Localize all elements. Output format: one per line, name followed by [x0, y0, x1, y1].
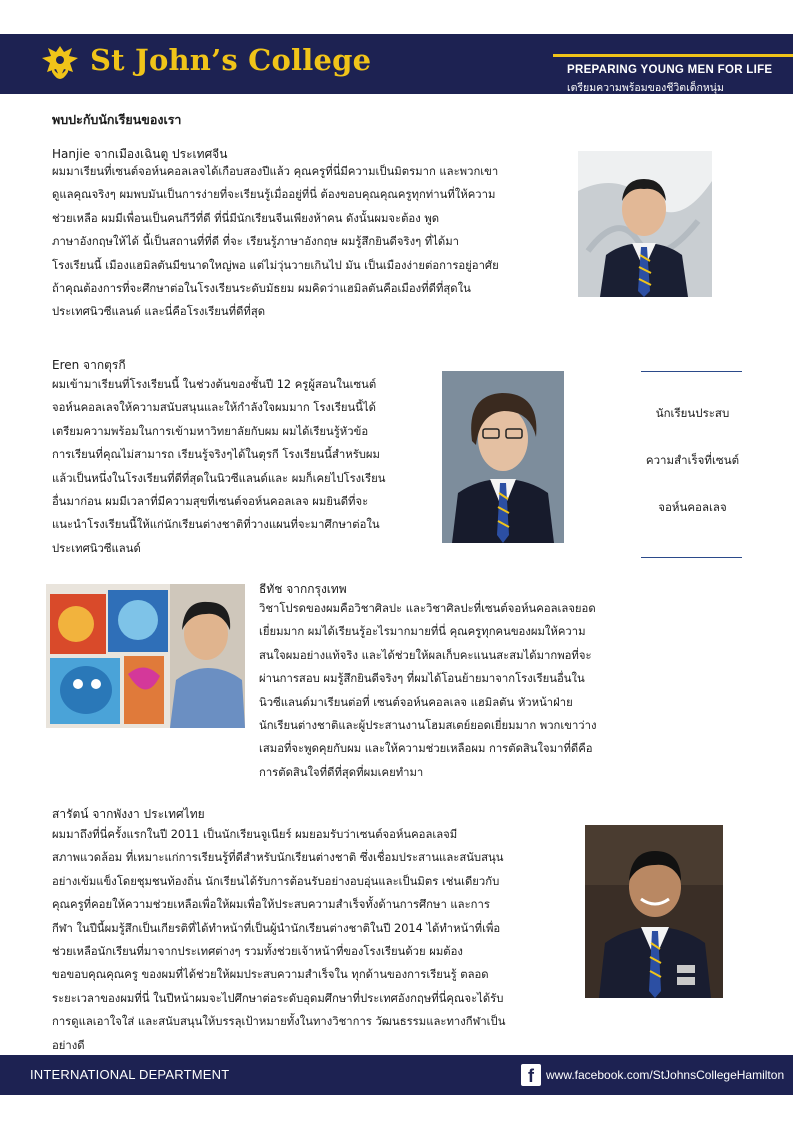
text-line: ผมมาเรียนที่เซนต์จอห์นคอลเลจได้เกือบสองปีแล้ว คุณครูที่นี่มีความเป็นมิตรมาก และพวกเขา: [52, 165, 499, 178]
text-line: แนะนำโรงเรียนนี้ให้แก่นักเรียนต่างชาติที่วางแผนที่จะมาศึกษาต่อใน: [52, 518, 380, 532]
text-line: เสมอที่จะพูดคุยกับผม และให้ความช่วยเหลือผม การตัดสินใจมาที่ดีคือ: [259, 742, 593, 756]
text-line: อื่นมาก่อน ผมมีเวลาที่มีความสุขที่เซนต์จอห์นคอลเลจ ผมยินดีที่จะ: [52, 495, 369, 509]
header-gold-rule: [553, 54, 793, 57]
tagline-english: PREPARING YOUNG MEN FOR LIFE: [567, 64, 773, 76]
text-line: ประเทศนิวซีแลนด์ และนี่คือโรงเรียนที่ดีที่สุด: [52, 305, 266, 319]
text-line: ดูแลคุณจริงๆ ผมพบมันเป็นการง่ายที่จะเรียนรู้เมื่ออยู่ที่นี่ ต้องขอบคุณคุณครูทุกท่านที่ให้ความ: [52, 188, 496, 202]
text-line: ผมมาถึงที่นี่ครั้งแรกในปี 2011 เป็นนักเรียนจูเนียร์ ผมยอมรับว่าเซนต์จอห์นคอลเลจมี: [52, 828, 458, 841]
text-line: กีฬา ในปีนี้ผมรู้สึกเป็นเกียรติที่ได้ทำหน้าที่เป็นผู้นำนักเรียนต่างชาติในปี 2014 ได้ทำหน้าที่เพื่อ: [52, 921, 501, 935]
student-photo-sarat: [585, 825, 723, 998]
facebook-icon[interactable]: f: [521, 1064, 541, 1086]
student-text-theethat: [259, 597, 597, 784]
text-line: ระยะเวลาของผมที่นี่ ในปีหน้าผมจะไปศึกษาต่อระดับอุดมศึกษาที่ประเทศอังกฤษที่นี่คุณจะได้รับ: [52, 991, 504, 1005]
student-text-hanjie: [52, 160, 499, 324]
student-text-sarat: [52, 823, 505, 1057]
sidebar-line: ความสำเร็จที่เซนต์: [645, 453, 740, 467]
text-line: ถ้าคุณต้องการที่จะศึกษาต่อในโรงเรียนระดับมัธยม ผมคิดว่าแฮมิลตันคือเมืองที่ดีที่สุดใน: [52, 282, 471, 296]
text-line: ช่วยเหลือนักเรียนที่มาจากประเทศต่างๆ รวมทั้งช่วยเจ้าหน้าที่ของโรงเรียนด้วย ผมต้อง: [52, 945, 463, 959]
text-line: การดูแลเอาใจใส่ และสนับสนุนให้บรรลุเป้าหมายทั้งในทางวิชาการ วัฒนธรรมและทางกีฬาเป็น: [52, 1015, 506, 1029]
text-line: แล้วเป็นหนึ่งในโรงเรียนที่ดีที่สุดในนิวซีแลนด์และ ผมก็เคยไปโรงเรียน: [52, 471, 386, 485]
text-line: นักเรียนต่างชาติและผู้ประสานงานโฮมสเตย์ยอดเยี่ยมมาก พวกเขาว่าง: [259, 719, 597, 733]
section-title: พบปะกับนักเรียนของเรา: [52, 112, 182, 127]
text-line: เตรียมความพร้อมในการเข้ามหาวิทยาลัยกับผม ผมได้เรียนรู้หัวข้อ: [52, 424, 369, 438]
sidebar-line: นักเรียนประสบ: [655, 406, 730, 420]
text-line: ภาษาอังกฤษให้ได้ นี้เป็นสถานที่ที่ดี ที่จะ เรียนรู้ภาษาอังกฤษ ผมรู้สึกยินดีจริงๆ ที่ได้มา: [52, 235, 460, 249]
text-line: เยี่ยมมาก ผมได้เรียนรู้อะไรมากมายที่นี่ คุณครูทุกคนของผมให้ความ: [259, 625, 586, 639]
student-name-sarat: สารัตน์ จากพังงา ประเทศไทย: [52, 807, 205, 821]
text-line: โรงเรียนนี้ เมืองแฮมิลตันมีขนาดใหญ่พอ แต่ไม่วุ่นวายเกินไป มัน เป็นเมืองง่ายต่อการอยู่อาศัย: [52, 258, 499, 272]
text-line: สภาพแวดล้อม ที่เหมาะแก่การเรียนรู้ที่ดีสำหรับนักเรียนต่างชาติ ซึ่งเชื่อมประสานและสนับสนุน: [52, 851, 504, 865]
text-line: ขอขอบคุณคุณครู ของผมที่ได้ช่วยให้ผมประสบความสำเร็จใน ทุกด้านของการเรียนรู้ ตลอด: [52, 968, 489, 982]
sidebar-top-rule: [641, 371, 742, 372]
college-name: St John’s College: [90, 43, 372, 77]
text-line: สนใจผมอย่างแท้จริง และได้ช่วยให้ผลเก็บคะแนนสะสมได้มากพอที่จะ: [259, 648, 592, 662]
text-line: อย่างเข้มแข็งโดยชุมชนท้องถิ่น นักเรียนได้รับการต้อนรับอย่างอบอุ่นและเป็นมิตร เช่นเดียวกับ: [52, 874, 500, 888]
text-line: ประเทศนิวซีแลนด์: [52, 541, 141, 555]
student-photo-hanjie: [578, 151, 712, 297]
tagline-thai: เตรียมความพร้อมของชีวิตเด็กหนุ่ม: [567, 82, 724, 94]
page-header: [0, 34, 793, 94]
student-text-eren: [52, 373, 385, 560]
text-line: จอห์นคอลเลจให้ความสนับสนุนและให้กำลังใจผมมาก โรงเรียนนี้ได้: [52, 401, 376, 415]
college-crest-icon: [38, 42, 82, 86]
student-photo-theethat: [46, 584, 245, 728]
text-line: การตัดสินใจที่ดีที่สุดที่ผมเคยทำมา: [259, 765, 424, 779]
text-line: วิชาโปรดของผมคือวิชาศิลปะ และวิชาศิลปะที่เซนต์จอห์นคอลเลจยอด: [259, 602, 596, 615]
text-line: ช่วยเหลือ ผมมีเพื่อนเป็นคนกีวีที่ดี ที่นี่มีนักเรียนจีนเพียงห้าคน ดังนั้นผมจะต้อง พูด: [52, 211, 440, 225]
student-name-theethat: ธีทัช จากกรุงเทพ: [259, 582, 347, 596]
sidebar-bottom-rule: [641, 557, 742, 558]
text-line: นิวซีแลนด์มาเรียนต่อที่ เซนต์จอห์นคอลเลจ แฮมิลตัน หัวหน้าฝ่าย: [259, 695, 573, 709]
text-line: อย่างดี: [52, 1038, 85, 1052]
student-name-hanjie: Hanjie จากเมืองเฉินตู ประเทศจีน: [52, 147, 228, 161]
student-name-eren: Eren จากตุรกี: [52, 358, 126, 372]
sidebar-line: จอห์นคอลเลจ: [658, 500, 727, 514]
facebook-link[interactable]: www.facebook.com/StJohnsCollegeHamilton: [546, 1068, 785, 1082]
department-label: INTERNATIONAL DEPARTMENT: [30, 1067, 230, 1082]
text-line: ผมเข้ามาเรียนที่โรงเรียนนี้ ในช่วงต้นของชั้นปี 12 ครูผู้สอนในเซนต์: [52, 378, 377, 391]
page-footer: [0, 1055, 793, 1095]
text-line: คุณครูที่คอยให้ความช่วยเหลือเพื่อให้ผมเพื่อให้ประสบความสำเร็จทั้งด้านการศึกษา และการ: [52, 898, 490, 912]
text-line: ผ่านการสอบ ผมรู้สึกยินดีจริงๆ ที่ผมได้โอนย้ายมาจากโรงเรียนอื่นใน: [259, 672, 585, 686]
student-photo-eren: [442, 371, 564, 543]
text-line: การเรียนที่คุณไม่สามารถ เรียนรู้จริงๆได้ในตุรกี โรงเรียนนี้สำหรับผม: [52, 448, 380, 462]
